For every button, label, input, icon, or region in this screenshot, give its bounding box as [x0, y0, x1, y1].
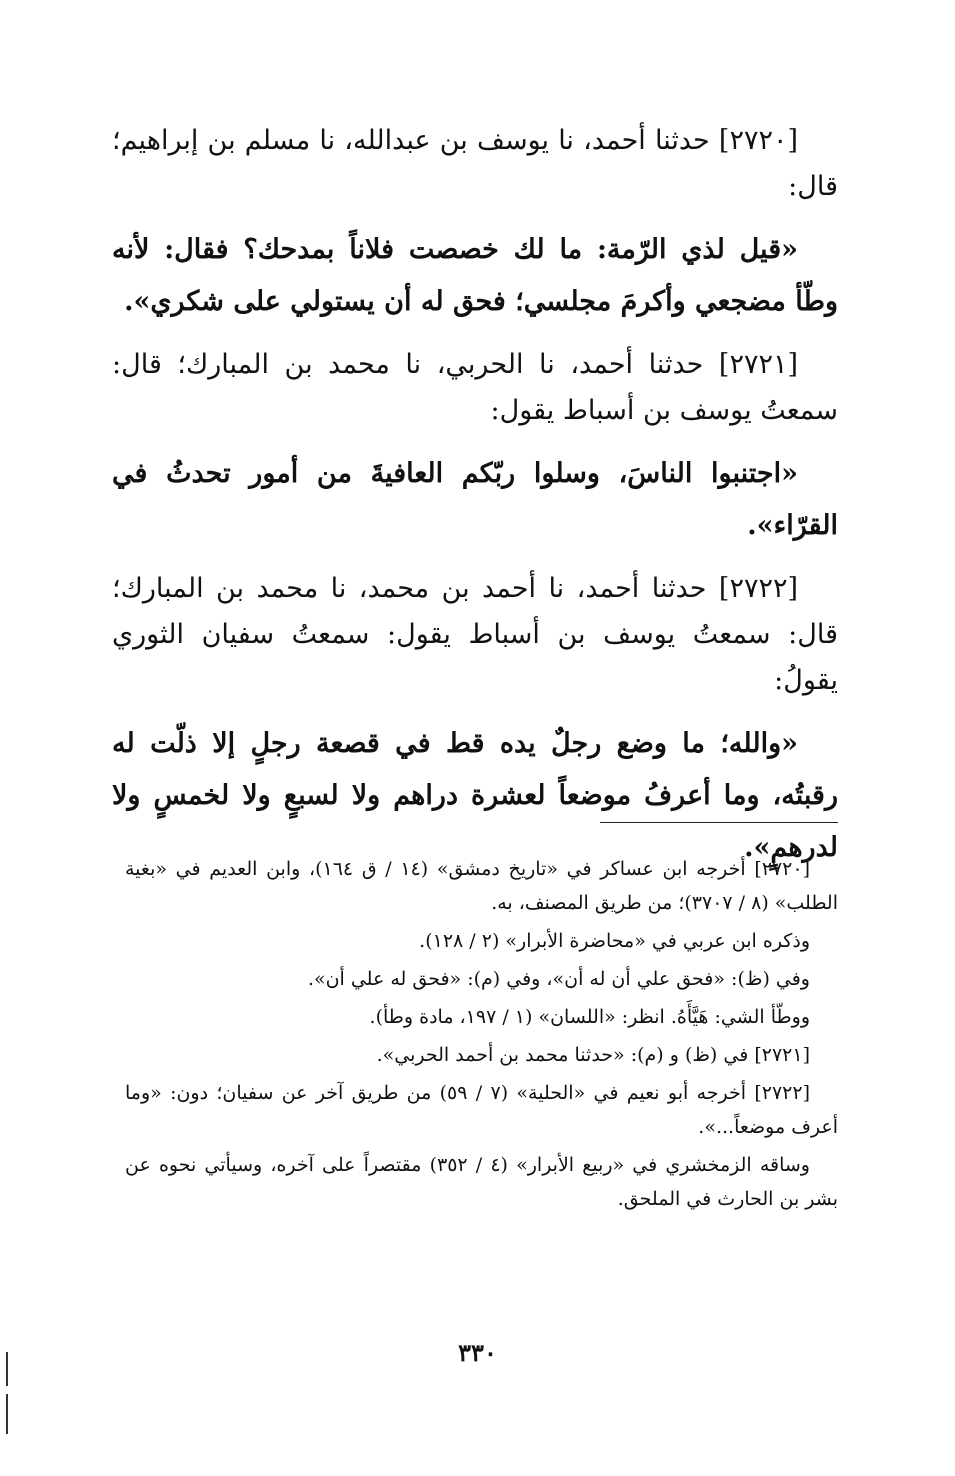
footnotes	[125, 852, 838, 1220]
hadith-2720-isnad: [٢٧٢٠] حدثنا أحمد، نا يوسف بن عبدالله، نا مسلم بن إبراهيم؛ قال:	[112, 125, 838, 202]
footnote-2721: [٢٧٢١] في (ظ) و (م): «حدثنا محمد بن أحمد الحربي».	[376, 1044, 810, 1066]
main-text	[112, 118, 838, 888]
footnote-divider	[600, 822, 838, 823]
hadith-2721-matn: «اجتنبوا الناسَ، وسلوا ربّكم العافيةَ من أمور تحدثُ في القرّاء».	[112, 458, 838, 541]
hadith-2722-matn: «والله؛ ما وضع رجلٌ يده قط في قصعة رجلٍ إلا ذلّت له رقبتُه، وما أعرفُ موضعاً لعشرة دراهم ولا لسبعٍ ولا لخمسٍ ولا لدرهمٍ».	[112, 728, 838, 863]
scan-edge-mark	[6, 1394, 8, 1434]
hadith-2722-isnad: [٢٧٢٢] حدثنا أحمد، نا أحمد بن محمد، نا محمد بن المبارك؛ قال: سمعتُ يوسف بن أسباط يقول: سمعتُ سفيان الثوري يقولُ:	[112, 573, 838, 696]
footnote-2720-mention: وذكره ابن عربي في «محاضرة الأبرار» (٢ / ١٢٨).	[419, 930, 810, 952]
footnote-2722: [٢٧٢٢] أخرجه أبو نعيم في «الحلية» (٧ / ٥٩) من طريق آخر عن سفيان؛ دون: «وما أعرف موضعاً...».	[125, 1082, 838, 1138]
hadith-2721-isnad: [٢٧٢١] حدثنا أحمد، نا الحربي، نا محمد بن المبارك؛ قال: سمعتُ يوسف بن أسباط يقول:	[112, 349, 838, 426]
hadith-2720-matn: «قيل لذي الرّمة: ما لك خصصت فلاناً بمدحك؟ فقال: لأنه وطّأ مضجعي وأكرمَ مجلسي؛ فحق له أن يستولي على شكري».	[112, 234, 838, 317]
footnote-2720-variant: وفي (ظ): «فحق علي أن له أن»، وفي (م): «فحق له علي أن».	[307, 968, 810, 990]
footnote-2720: [٢٧٢٠] أخرجه ابن عساكر في «تاريخ دمشق» (١٤ / ق ١٦٤)، وابن العديم في «بغية الطلب» (٨ / ٣٧٠٧)؛ من طريق المصنف، به.	[125, 858, 838, 914]
footnote-2720-gloss: ووطّأ الشي: هَيَّأَهُ. انظر: «اللسان» (١ / ١٩٧، مادة وطأ).	[369, 1006, 810, 1028]
scan-edge-mark	[6, 1352, 8, 1386]
page-number: ٣٣٠	[458, 1338, 497, 1367]
footnote-2722-zamakhshari: وساقه الزمخشري في «ربيع الأبرار» (٤ / ٣٥٢) مقتصراً على آخره، وسيأتي نحوه عن بشر بن الحارث في الملحق.	[125, 1154, 838, 1210]
